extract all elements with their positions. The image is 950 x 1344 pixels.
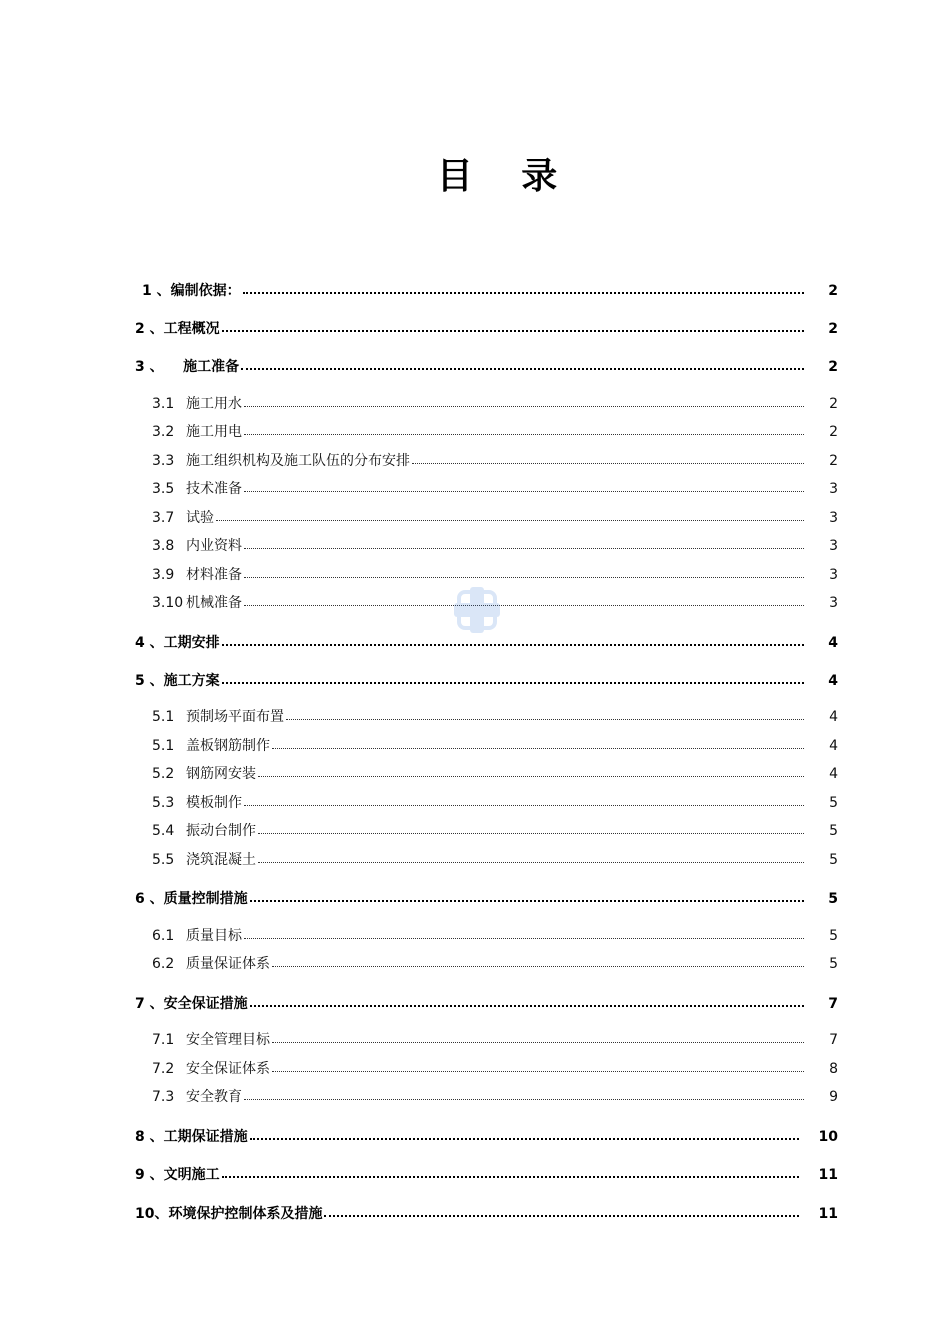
toc-leader-dots bbox=[250, 1005, 804, 1007]
toc-number: 7.1 bbox=[152, 1032, 175, 1048]
toc-subentry[interactable] bbox=[152, 736, 838, 756]
toc-leader-dots bbox=[244, 406, 804, 407]
toc-label: 试验 bbox=[186, 510, 214, 526]
toc-label: 机械准备 bbox=[186, 595, 242, 611]
toc-label: 预制场平面布置 bbox=[186, 709, 284, 725]
toc-number: 3.9 bbox=[152, 567, 175, 583]
watermark-logo-icon bbox=[450, 583, 504, 637]
toc-leader-dots bbox=[250, 900, 804, 902]
toc-entry[interactable] bbox=[135, 357, 838, 377]
toc-label: 钢筋网安装 bbox=[186, 766, 256, 782]
toc-page-number: 4 bbox=[829, 709, 838, 725]
toc-leader-dots bbox=[258, 833, 804, 834]
toc-leader-dots bbox=[272, 966, 804, 967]
toc-page-number: 3 bbox=[829, 510, 838, 526]
toc-leader-dots bbox=[286, 719, 804, 720]
toc-subentry[interactable] bbox=[152, 850, 838, 870]
toc-page-number: 2 bbox=[829, 424, 838, 440]
toc-page-number: 8 bbox=[829, 1061, 838, 1077]
toc-label: 技术准备 bbox=[186, 481, 242, 497]
toc-label: 盖板钢筋制作 bbox=[186, 738, 270, 754]
toc-page-number: 7 bbox=[828, 996, 838, 1012]
toc-number: 5.4 bbox=[152, 823, 175, 839]
toc-page-number: 7 bbox=[829, 1032, 838, 1048]
toc-label: 5 、施工方案 bbox=[135, 673, 220, 689]
toc-page-number: 5 bbox=[829, 956, 838, 972]
toc-number: 5.2 bbox=[152, 766, 175, 782]
toc-number: 3.5 bbox=[152, 481, 175, 497]
toc-label: 施工用水 bbox=[186, 396, 242, 412]
toc-number: 3.3 bbox=[152, 453, 175, 469]
toc-label: 7 、安全保证措施 bbox=[135, 996, 248, 1012]
toc-label: 1 、编制依据： bbox=[142, 283, 241, 299]
toc-entry[interactable] bbox=[135, 994, 838, 1014]
toc-label: 安全教育 bbox=[186, 1089, 242, 1105]
toc-label: 6 、质量控制措施 bbox=[135, 891, 248, 907]
toc-page-number: 10 bbox=[818, 1129, 838, 1145]
toc-page-number: 5 bbox=[828, 891, 838, 907]
toc-leader-dots bbox=[258, 862, 804, 863]
toc-leader-dots bbox=[272, 748, 804, 749]
toc-leader-dots bbox=[244, 434, 804, 435]
toc-label: 振动台制作 bbox=[186, 823, 256, 839]
toc-subentry[interactable] bbox=[152, 954, 838, 974]
toc-page-number: 9 bbox=[829, 1089, 838, 1105]
toc-page-number: 5 bbox=[829, 928, 838, 944]
toc-label: 8 、工期保证措施 bbox=[135, 1129, 248, 1145]
toc-number: 5.5 bbox=[152, 852, 175, 868]
toc-subentry[interactable] bbox=[152, 536, 838, 556]
toc-subentry[interactable] bbox=[152, 565, 838, 585]
toc-leader-dots bbox=[216, 520, 804, 521]
toc-page-number: 5 bbox=[829, 823, 838, 839]
toc-subentry[interactable] bbox=[152, 793, 838, 813]
toc-leader-dots bbox=[244, 577, 804, 578]
toc-leader-dots bbox=[244, 938, 804, 939]
toc-number: 7.2 bbox=[152, 1061, 175, 1077]
toc-page-number: 2 bbox=[828, 321, 838, 337]
toc-entry[interactable] bbox=[135, 889, 838, 909]
toc-label: 3 、 施工准备 bbox=[135, 359, 240, 375]
toc-page-number: 3 bbox=[829, 567, 838, 583]
toc-subentry[interactable] bbox=[152, 1059, 838, 1079]
toc-label: 2 、工程概况 bbox=[135, 321, 220, 337]
toc-leader-dots bbox=[272, 1071, 804, 1072]
toc-number: 6.1 bbox=[152, 928, 175, 944]
toc-label: 4 、工期安排 bbox=[135, 635, 220, 651]
toc-leader-dots bbox=[222, 330, 804, 332]
toc-number: 3.7 bbox=[152, 510, 175, 526]
toc-number: 5.3 bbox=[152, 795, 175, 811]
toc-number: 3.1 bbox=[152, 396, 175, 412]
toc-leader-dots bbox=[412, 463, 804, 464]
toc-subentry[interactable] bbox=[152, 926, 838, 946]
toc-label: 材料准备 bbox=[186, 567, 242, 583]
toc-leader-dots bbox=[244, 805, 804, 806]
toc-leader-dots bbox=[250, 1138, 799, 1140]
toc-label: 施工用电 bbox=[186, 424, 242, 440]
toc-entry[interactable] bbox=[135, 1165, 838, 1185]
toc-subentry[interactable] bbox=[152, 764, 838, 784]
toc-subentry[interactable] bbox=[152, 821, 838, 841]
toc-leader-dots bbox=[272, 1042, 804, 1043]
toc-page-number: 2 bbox=[828, 359, 838, 375]
toc-page-number: 4 bbox=[828, 673, 838, 689]
toc-entry[interactable] bbox=[135, 1127, 838, 1147]
toc-leader-dots bbox=[244, 1099, 804, 1100]
toc-number: 6.2 bbox=[152, 956, 175, 972]
toc-label: 内业资料 bbox=[186, 538, 242, 554]
toc-label: 安全管理目标 bbox=[186, 1032, 270, 1048]
toc-subentry[interactable] bbox=[152, 707, 838, 727]
toc-number: 5.1 bbox=[152, 738, 175, 754]
toc-number: 5.1 bbox=[152, 709, 175, 725]
toc-page-number: 11 bbox=[818, 1206, 838, 1222]
toc-label: 质量目标 bbox=[186, 928, 242, 944]
toc-page-number: 4 bbox=[829, 738, 838, 754]
toc-leader-dots bbox=[222, 1176, 799, 1178]
toc-subentry[interactable] bbox=[152, 508, 838, 528]
toc-leader-dots bbox=[243, 292, 804, 294]
toc-leader-dots bbox=[324, 1215, 798, 1217]
toc-page-number: 2 bbox=[828, 283, 838, 299]
toc-page-number: 11 bbox=[818, 1167, 838, 1183]
toc-page-number: 2 bbox=[829, 453, 838, 469]
page-title: 目 录 bbox=[436, 155, 576, 197]
toc-label: 质量保证体系 bbox=[186, 956, 270, 972]
toc-entry[interactable] bbox=[135, 319, 838, 339]
toc-subentry[interactable] bbox=[152, 1030, 838, 1050]
toc-page-number: 5 bbox=[829, 852, 838, 868]
toc-subentry[interactable] bbox=[152, 479, 838, 499]
toc-leader-dots bbox=[244, 491, 804, 492]
toc-leader-dots bbox=[244, 605, 804, 606]
toc-page-number: 2 bbox=[829, 396, 838, 412]
toc-leader-dots bbox=[244, 548, 804, 549]
toc-page-number: 3 bbox=[829, 481, 838, 497]
toc-label: 浇筑混凝土 bbox=[186, 852, 256, 868]
toc-page-number: 5 bbox=[829, 795, 838, 811]
toc-leader-dots bbox=[222, 682, 804, 684]
toc-subentry[interactable] bbox=[152, 451, 838, 471]
toc-subentry[interactable] bbox=[152, 422, 838, 442]
toc-leader-dots bbox=[258, 776, 804, 777]
toc-entry[interactable] bbox=[135, 1204, 838, 1224]
toc-page-number: 3 bbox=[829, 595, 838, 611]
toc-label: 10、环境保护控制体系及措施 bbox=[135, 1206, 323, 1222]
toc-entry[interactable] bbox=[135, 671, 838, 691]
toc-label: 模板制作 bbox=[186, 795, 242, 811]
toc-leader-dots bbox=[241, 368, 804, 370]
toc-subentry[interactable] bbox=[152, 394, 838, 414]
toc-number: 3.10 bbox=[152, 595, 184, 611]
toc-number: 3.2 bbox=[152, 424, 175, 440]
toc-leader-dots bbox=[222, 644, 804, 646]
toc-number: 7.3 bbox=[152, 1089, 175, 1105]
toc-page-number: 4 bbox=[828, 635, 838, 651]
toc-label: 9 、文明施工 bbox=[135, 1167, 220, 1183]
toc-page-number: 3 bbox=[829, 538, 838, 554]
toc-label: 施工组织机构及施工队伍的分布安排 bbox=[186, 453, 410, 469]
toc-entry[interactable] bbox=[142, 281, 838, 301]
toc-subentry[interactable] bbox=[152, 1087, 838, 1107]
toc-label: 安全保证体系 bbox=[186, 1061, 270, 1077]
toc-number: 3.8 bbox=[152, 538, 175, 554]
toc-page-number: 4 bbox=[829, 766, 838, 782]
